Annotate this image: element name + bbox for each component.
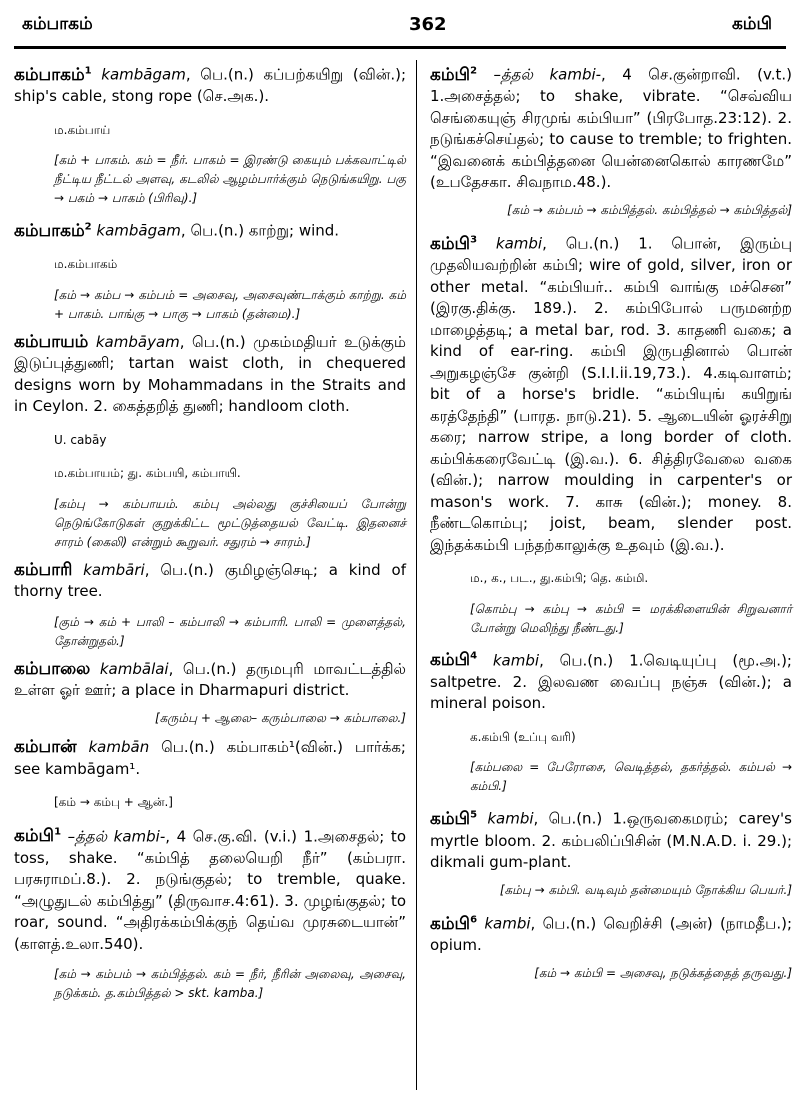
transliteration: kambi: [487, 810, 534, 829]
sense-number: 1: [54, 826, 62, 838]
transliteration: kambāyam: [95, 332, 180, 351]
headword: கம்பாயம்: [14, 331, 89, 352]
transliteration: kambi: [495, 234, 543, 253]
definition: , பெ.(n.) 1.வெடியுப்பு (மூ.அ.); saltpetre. 2. இலவண வைப்பு நஞ்சு (வின்.); a mineral poison.: [430, 651, 792, 713]
transliteration: kambālai: [99, 659, 169, 678]
sense-number: 6: [470, 914, 478, 926]
cognate-line: ம.கம்பாய்: [54, 122, 111, 137]
dictionary-entry: [14, 216, 406, 242]
etymology-note: [கும் → கம் + பாலி – கம்பாலி → கம்பாரி. பாலி = முளைத்தல், தோன்றுதல்.]: [54, 614, 406, 648]
cognate-line: U. cabāy: [54, 432, 107, 447]
dictionary-entry: [430, 229, 792, 556]
headword: கம்பி$^2$: [430, 64, 478, 85]
transliteration: –த்தல் kambi-: [493, 65, 602, 84]
right-column: [430, 60, 792, 992]
definition: , 4 செ.கு.வி. (v.i.) 1.அசைதல்; to toss, shake. “கம்பித் தலையெறி நீர்” (கம்பரா. பரசுராமப்.8.). 2. நடுங்குதல்; to tremble, quake. “அழுதுடல் கம்பித்து” (திருவாச.4:61). 3. முழங்குதல்; to roar, sound. “அதிரக்கம்பிக்குந் தெய்வ முரசுடையான்” (காளத்.உலா.540).: [14, 827, 406, 953]
transliteration: kambān: [88, 738, 150, 757]
headword: கம்பி$^5$: [430, 809, 478, 830]
etymology-note: [கரும்பு + ஆலை– கரும்பாலை → கம்பாலை.]: [154, 710, 406, 725]
sense-number: 3: [470, 234, 478, 246]
dictionary-entry: [14, 822, 406, 956]
sense-number: 1: [84, 65, 92, 76]
headword: கம்பாகம்$^1$: [14, 64, 92, 85]
etymology-note: [கம்பு → கம்பாயம். கம்பு அல்லது குச்சியைப் போன்று நெடுங்கோடுகள் குறுக்கிட்ட மூட்டுத்தையல் வேட்டி. இதனைச் சாரம் (கைலி) என்றும் கூறுவர். சதுரம் → சாரம்.]: [54, 496, 406, 549]
cognate-line: க.கம்பி (உப்பு வரி): [470, 729, 576, 744]
definition: , 4 செ.குன்றாவி. (v.t.) 1.அசைத்தல்; to shake, vibrate. “செவ்விய செங்கையுஞ் சிரமுங் கம்பியா” (பிரபோத.23:12). 2. நடுங்கச்செய்தல்; to cause to tremble; to frighten. “இவனைக் கம்பித்தனை யென்னைகொல் காரணமே” (உபதேசகா. சிவநாம.48.).: [430, 65, 792, 192]
dictionary-entry: [430, 804, 792, 873]
sense-number: 2: [84, 221, 92, 233]
column-divider: [416, 60, 417, 1090]
transliteration: kambi: [484, 914, 531, 933]
etymology-note: [கம்பலை = பேரோசை, வெடித்தல், தகர்த்தல். கம்பல் → கம்பி.]: [470, 760, 792, 794]
cognate-line: [கம் → கம்பு + ஆன்.]: [54, 795, 173, 810]
transliteration: kambāgam: [96, 221, 181, 240]
transliteration: kambāgam: [101, 65, 186, 84]
etymology-note: [கம் → கம்ப → கம்பம் = அசைவு, அசைவுண்டாக்கும் காற்று. கம் + பாகம். பாங்கு → பாகு → பாகம் (தன்மை).]: [54, 287, 406, 321]
definition: , பெ.(n.) தருமபுரி மாவட்டத்தில் உள்ள ஓர் ஊர்; a place in Dharmapuri district.: [14, 659, 406, 700]
sense-number: 4: [470, 650, 478, 662]
definition: , பெ.(n.) காற்று; wind.: [180, 221, 340, 240]
sense-number: 2: [470, 65, 478, 76]
page-header: [14, 6, 786, 49]
page-number: 362: [409, 14, 447, 35]
header-right-word: கம்பி: [731, 14, 772, 34]
dictionary-entry: [430, 60, 792, 194]
definition: , பெ.(n.) 1. பொன், இரும்பு முதலியவற்றின் கம்பி; wire of gold, silver, iron or other metal. “கம்பியர்.. கம்பி வாங்கு மச்சென” (இரகு.திக்கு. 189.). 2. கம்பிபோல் பருமனற்ற மாழைத்தடி; a metal bar, rod. 3. காதணி வகை; a kind of ear-ring. கம்பி இருபதினால் பொன் அறுகழஞ்சே குன்றி (S.I.I.ii.19,73.). 4.கடிவாளம்; bit of a horse's bridle. “கம்பியுங் கயிறுங் கரத்தேந்தி” (பாரத. நாடு.21). 5. ஆடையின் ஓரச்சிறு கரை; narrow stripe, a long border of cloth. கம்பிக்கரைவேட்டி (இ.வ.). 6. சித்திரவேலை வகை (வின்.); narrow moulding in carpenter's or mason's work. 7. காசு (வின்.); money. 8. நீண்டகொம்பு; joist, beam, slender post. இந்தக்கம்பி பந்தற்காலுக்கு உதவும் (இ.வ.).: [430, 234, 792, 554]
definition: , பெ.(n.) வெறிச்சி (அன்) (நாமதீப.); opium.: [430, 914, 792, 955]
etymology-note: [கம் → கம்பம் → கம்பித்தல். கம் = நீர், நீரின் அலைவு, அசைவு, நடுக்கம். த.கம்பித்தல் > skt. kamba.]: [54, 967, 406, 1001]
definition: பெ.(n.) கம்பாகம்¹(வின்.) பார்க்க; see kambāgam¹.: [14, 738, 406, 778]
headword: கம்பான்: [14, 737, 77, 758]
headword: கம்பி$^6$: [430, 913, 478, 934]
dictionary-entry: [14, 560, 406, 603]
etymology-note: [கம் → கம்பி = அசைவு, நடுக்கத்தைத் தருவது.]: [534, 965, 792, 980]
headword: கம்பி$^4$: [430, 650, 478, 671]
transliteration: kambi: [492, 651, 540, 670]
definition: , பெ.(n.) கப்பற்கயிறு (வின்.); ship's cable, stong rope (செ.அக.).: [14, 65, 406, 106]
headword: கம்பி$^1$: [14, 826, 62, 847]
dictionary-entry: [14, 332, 406, 418]
definition: , பெ.(n.) முகம்மதியர் உடுக்கும் இடுப்புத்துணி; tartan waist cloth, in chequered designs worn by Mohammadans in the Straits and in Ceylon. 2. கைத்தறித் துணி; handloom cloth.: [14, 332, 406, 416]
dictionary-entry: [14, 737, 406, 780]
dictionary-entry: [430, 909, 792, 957]
dictionary-entry: [430, 646, 792, 715]
definition: , பெ.(n.) குமிழஞ்செடி; a kind of thorny tree.: [14, 560, 406, 601]
cognate-line: ம.கம்பாகம்: [54, 257, 118, 272]
cognate-line: ம., க., பட., து.கம்பி; தெ. கம்மி.: [470, 571, 649, 586]
etymology-note: [கம் → கம்பம் → கம்பித்தல். கம்பித்தல் → கம்பித்தல்]: [507, 202, 792, 217]
etymology-note: [கம்பு → கம்பி. வடிவும் தன்மையும் நோக்கிய பெயர்.]: [499, 882, 792, 897]
headword: கம்பாரி: [14, 559, 73, 580]
definition: , பெ.(n.) 1.ஒருவகைமரம்; carey's myrtle bloom. 2. கம்பலிப்பிசின் (M.N.A.D. i. 29.); dikmali gum-plant.: [430, 810, 792, 872]
headword: கம்பாலை: [14, 658, 91, 679]
etymology-note: [கொம்பு → கம்பு → கம்பி = மரக்கிளையின் சிறுவனார் போன்று மெலிந்து நீண்டது.]: [470, 601, 792, 635]
sense-number: 5: [470, 809, 478, 821]
etymology-note: [கம் + பாகம். கம் = நீர். பாகம் = இரண்டு கையும் பக்கவாட்டில் நீட்டிய நீட்டல் அளவு, கடலில் ஆழம்பார்க்கும் நெடுங்கயிறு. பகு → பகம் → பாகம் (பிரிவு).]: [54, 153, 406, 206]
headword: கம்பாகம்$^2$: [14, 220, 92, 241]
headword: கம்பி$^3$: [430, 233, 478, 254]
cognate-line: ம.கம்பாயம்; து. கம்பயி, கம்பாயி.: [54, 466, 241, 481]
left-column: [14, 60, 406, 1011]
header-left-word: கம்பாகம்: [22, 14, 93, 34]
transliteration: kambāri: [83, 560, 145, 579]
transliteration: –த்தல் kambi-: [67, 827, 166, 846]
dictionary-entry: [14, 659, 406, 702]
dictionary-entry: [14, 60, 406, 108]
